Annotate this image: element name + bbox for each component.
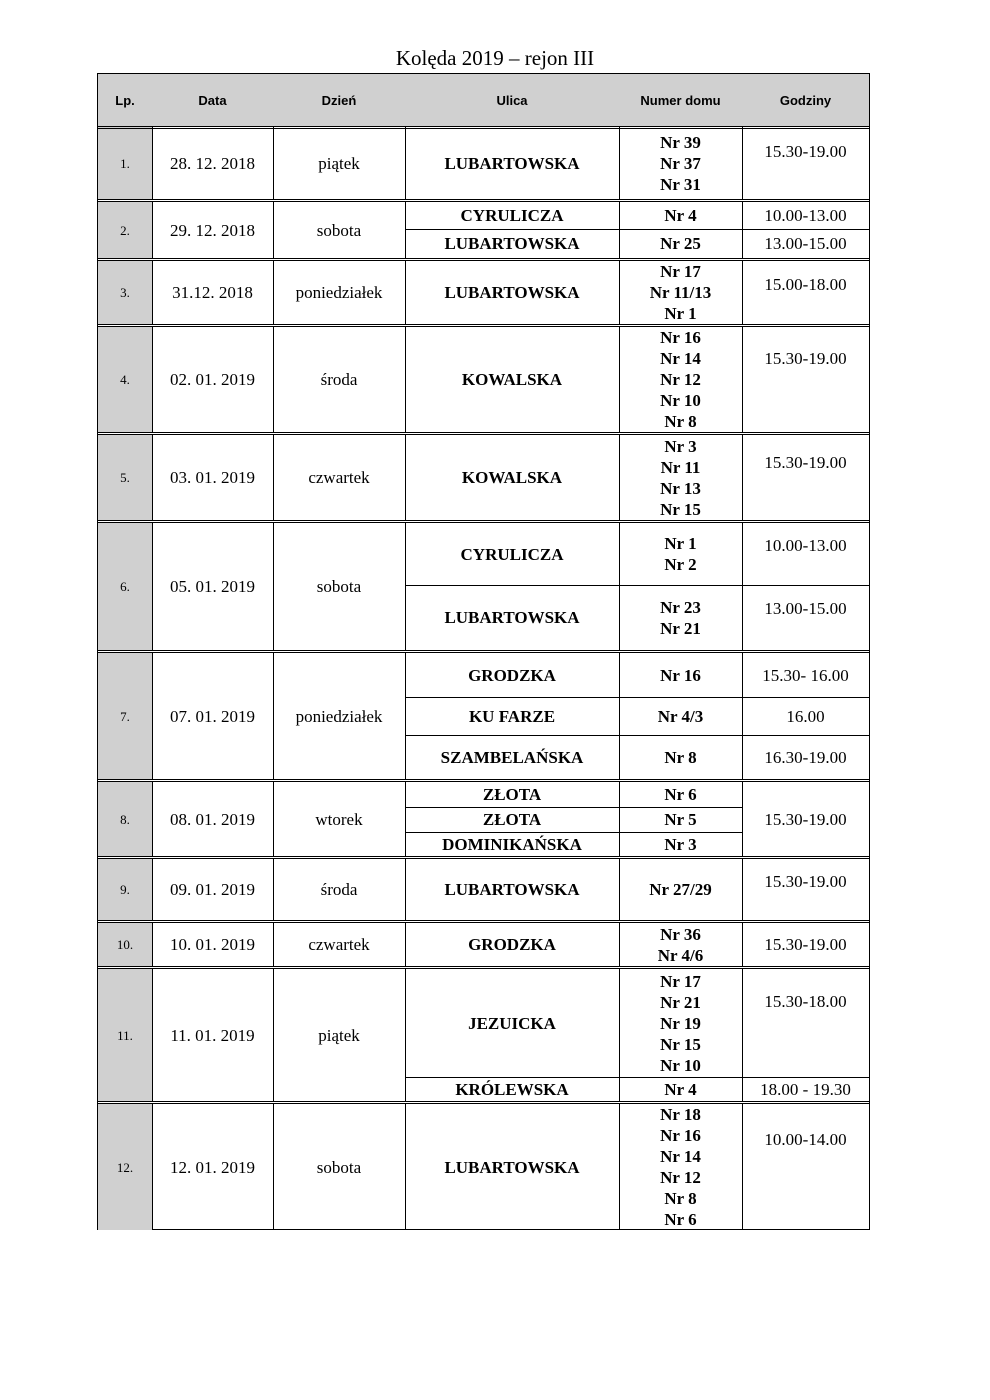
row-lp: 9. — [98, 859, 152, 920]
text-line: Nr 11 — [660, 457, 701, 477]
row-day: piątek — [318, 153, 360, 173]
text-line: Nr 17 — [660, 971, 701, 991]
house-numbers — [619, 435, 742, 520]
text-line: Nr 18 — [660, 1105, 701, 1124]
street-name: LUBARTOWSKA — [444, 234, 580, 253]
table-row — [98, 923, 869, 966]
schedule-table — [97, 73, 870, 1230]
column-divider — [152, 127, 153, 199]
visit-hours: 15.00-18.00 — [764, 274, 847, 294]
row-day: piątek — [318, 1025, 360, 1045]
street-name: KOWALSKA — [461, 468, 563, 487]
street-name: CYRULICZA — [460, 206, 564, 225]
street-name: LUBARTOWSKA — [444, 880, 580, 899]
text-line: Nr 3 — [664, 834, 697, 854]
row-lp: 11. — [98, 969, 152, 1101]
row-date: 02. 01. 2019 — [170, 370, 255, 389]
row-day: poniedziałek — [295, 283, 383, 302]
row-separator — [98, 324, 869, 327]
house-numbers — [619, 969, 742, 1077]
row-date: 07. 01. 2019 — [170, 706, 255, 726]
house-numbers — [619, 229, 742, 258]
house-numbers — [619, 697, 742, 735]
street-name: KRÓLEWSKA — [455, 1079, 569, 1099]
visit-hours: 15.30- 16.00 — [762, 665, 849, 685]
visit-hours: 15.30-19.00 — [764, 935, 847, 954]
house-numbers — [619, 261, 742, 324]
text-line: Nr 16 — [660, 328, 701, 347]
text-line: Nr 10 — [660, 391, 701, 410]
text-line: Nr 5 — [664, 810, 697, 829]
text-line: Nr 23 — [660, 597, 701, 617]
column-divider — [152, 923, 153, 966]
column-divider — [273, 202, 274, 258]
street-name: LUBARTOWSKA — [444, 153, 580, 173]
text-line: Nr 15 — [660, 499, 701, 519]
column-divider — [152, 1104, 153, 1230]
text-line: Nr 37 — [660, 153, 701, 173]
house-numbers — [619, 1104, 742, 1230]
house-numbers — [619, 585, 742, 650]
house-numbers — [619, 127, 742, 199]
row-separator — [98, 258, 869, 261]
visit-hours: 15.30-19.00 — [764, 349, 847, 368]
row-lp: 3. — [98, 261, 152, 324]
text-line: Nr 39 — [660, 132, 701, 152]
row-date: 29. 12. 2018 — [170, 220, 255, 240]
table-row — [98, 969, 869, 1101]
table-header-row — [98, 74, 869, 126]
row-lp: 4. — [98, 327, 152, 432]
street-name: KU FARZE — [468, 706, 556, 726]
row-date: 31.12. 2018 — [172, 283, 253, 302]
table-row — [98, 859, 869, 920]
row-lp: 2. — [98, 202, 152, 258]
text-line: Nr 6 — [664, 1210, 697, 1229]
column-divider — [152, 261, 153, 324]
row-lp: 1. — [98, 127, 152, 199]
row-lp: 7. — [98, 653, 152, 779]
header-numer: Numer domu — [619, 74, 742, 126]
street-name: CYRULICZA — [460, 544, 564, 564]
column-divider — [152, 653, 153, 779]
visit-hours: 15.30-19.00 — [764, 142, 847, 162]
visit-hours: 16.00 — [786, 706, 825, 726]
street-name: LUBARTOWSKA — [444, 1157, 580, 1177]
row-separator — [98, 432, 869, 435]
visit-hours: 18.00 - 19.30 — [760, 1079, 851, 1099]
row-date: 10. 01. 2019 — [170, 935, 255, 954]
text-line: Nr 8 — [664, 747, 697, 767]
header-ulica: Ulica — [405, 74, 619, 126]
house-numbers — [619, 735, 742, 779]
table-row — [98, 327, 869, 432]
street-name: ZŁOTA — [482, 785, 542, 804]
row-day: sobota — [316, 1157, 362, 1177]
row-lp: 8. — [98, 782, 152, 856]
street-name: LUBARTOWSKA — [444, 608, 580, 627]
visit-hours: 13.00-15.00 — [764, 234, 847, 253]
text-line: Nr 4/6 — [657, 945, 704, 965]
row-lp: 12. — [98, 1104, 152, 1230]
row-day: wtorek — [315, 809, 363, 829]
row-separator — [98, 1101, 869, 1104]
text-line: Nr 36 — [660, 924, 701, 944]
text-line: Nr 14 — [660, 349, 701, 368]
street-name: SZAMBELAŃSKA — [440, 747, 584, 767]
house-numbers — [619, 1077, 742, 1101]
text-line: Nr 21 — [660, 992, 701, 1012]
text-line: Nr 25 — [660, 234, 701, 253]
house-numbers — [619, 523, 742, 585]
text-line: Nr 8 — [664, 412, 697, 431]
text-line: Nr 13 — [660, 478, 701, 498]
column-divider — [273, 261, 274, 324]
visit-hours: 10.00-14.00 — [764, 1130, 847, 1150]
column-divider — [273, 127, 274, 199]
text-line: Nr 4 — [664, 206, 697, 225]
street-name: GRODZKA — [468, 935, 556, 954]
row-separator — [98, 199, 869, 202]
header-data: Data — [152, 74, 273, 126]
text-line: Nr 4/3 — [657, 706, 704, 726]
visit-hours: 15.30-19.00 — [764, 453, 847, 472]
visit-hours: 13.00-15.00 — [764, 599, 847, 618]
text-line: Nr 31 — [660, 174, 701, 194]
text-line: Nr 10 — [660, 1055, 701, 1075]
column-divider — [273, 782, 274, 856]
text-line: Nr 16 — [660, 665, 701, 685]
table-row — [98, 261, 869, 324]
text-line: Nr 8 — [664, 1189, 697, 1208]
row-separator — [98, 920, 869, 923]
visit-hours: 10.00-13.00 — [764, 206, 847, 225]
street-name: LUBARTOWSKA — [444, 283, 580, 302]
visit-hours: 16.30-19.00 — [764, 747, 847, 767]
row-lp: 10. — [98, 923, 152, 966]
column-divider — [273, 969, 274, 1101]
header-lp: Lp. — [98, 74, 152, 126]
row-lp: 5. — [98, 435, 152, 520]
street-name: GRODZKA — [468, 665, 556, 685]
column-divider — [152, 782, 153, 856]
text-line: Nr 1 — [664, 304, 697, 323]
row-date: 12. 01. 2019 — [170, 1157, 255, 1177]
row-lp: 6. — [98, 523, 152, 650]
table-row — [98, 782, 869, 856]
house-numbers — [619, 859, 742, 920]
table-row — [98, 435, 869, 520]
text-line: Nr 11/13 — [649, 283, 712, 302]
row-separator — [98, 650, 869, 653]
text-line: Nr 21 — [660, 618, 701, 638]
text-line: Nr 12 — [660, 1168, 701, 1187]
column-divider — [273, 327, 274, 432]
table-row — [98, 653, 869, 779]
text-line: Nr 15 — [660, 1034, 701, 1054]
header-separator — [98, 126, 869, 129]
header-dzien: Dzień — [273, 74, 405, 126]
column-divider — [152, 523, 153, 650]
row-day: poniedziałek — [295, 706, 383, 726]
text-line: Nr 1 — [664, 534, 697, 553]
house-numbers — [619, 653, 742, 697]
table-row — [98, 1104, 869, 1230]
text-line: Nr 17 — [660, 262, 701, 281]
column-divider — [273, 1104, 274, 1230]
column-divider — [273, 859, 274, 920]
row-day: środa — [320, 880, 358, 899]
row-date: 08. 01. 2019 — [170, 809, 255, 829]
house-numbers — [619, 923, 742, 966]
column-divider — [152, 435, 153, 520]
row-separator — [98, 856, 869, 859]
page-title: Kolęda 2019 – rejon III — [395, 46, 595, 70]
text-line: Nr 19 — [660, 1013, 701, 1033]
house-numbers — [619, 832, 742, 856]
column-divider — [273, 923, 274, 966]
table-row — [98, 523, 869, 650]
house-numbers — [619, 807, 742, 832]
row-separator — [98, 779, 869, 782]
street-name: KOWALSKA — [461, 370, 563, 389]
house-numbers — [619, 202, 742, 229]
row-date: 28. 12. 2018 — [170, 153, 255, 173]
row-date: 03. 01. 2019 — [170, 468, 255, 487]
row-date: 05. 01. 2019 — [170, 577, 255, 596]
column-divider — [152, 202, 153, 258]
street-name: ZŁOTA — [482, 810, 542, 829]
text-line: Nr 27/29 — [649, 880, 712, 899]
text-line: Nr 16 — [660, 1126, 701, 1145]
row-date: 09. 01. 2019 — [170, 880, 255, 899]
column-divider — [152, 969, 153, 1101]
visit-hours: 15.30-19.00 — [764, 809, 847, 829]
column-divider — [273, 435, 274, 520]
visit-hours: 15.30-18.00 — [764, 991, 847, 1011]
column-divider — [152, 327, 153, 432]
text-line: Nr 2 — [664, 555, 697, 574]
column-divider — [273, 523, 274, 650]
table-row — [98, 127, 869, 199]
row-day: sobota — [316, 577, 362, 596]
row-day: sobota — [316, 220, 362, 240]
house-numbers — [619, 782, 742, 807]
text-line: Nr 4 — [664, 1079, 697, 1099]
text-line: Nr 6 — [664, 785, 697, 804]
row-day: czwartek — [308, 468, 370, 487]
street-name: JEZUICKA — [468, 1013, 556, 1033]
row-day: środa — [320, 370, 358, 389]
text-line: Nr 3 — [664, 436, 697, 456]
text-line: Nr 12 — [660, 370, 701, 389]
column-divider — [273, 653, 274, 779]
text-line: Nr 14 — [660, 1147, 701, 1166]
visit-hours: 15.30-19.00 — [764, 872, 847, 892]
house-numbers — [619, 327, 742, 432]
header-godziny: Godziny — [742, 74, 869, 126]
row-separator — [98, 966, 869, 969]
row-separator — [98, 520, 869, 523]
table-row — [98, 202, 869, 258]
row-date: 11. 01. 2019 — [170, 1025, 255, 1045]
row-day: czwartek — [308, 935, 370, 954]
column-divider — [152, 859, 153, 920]
street-name: DOMINIKAŃSKA — [442, 834, 582, 854]
visit-hours: 10.00-13.00 — [764, 536, 847, 556]
